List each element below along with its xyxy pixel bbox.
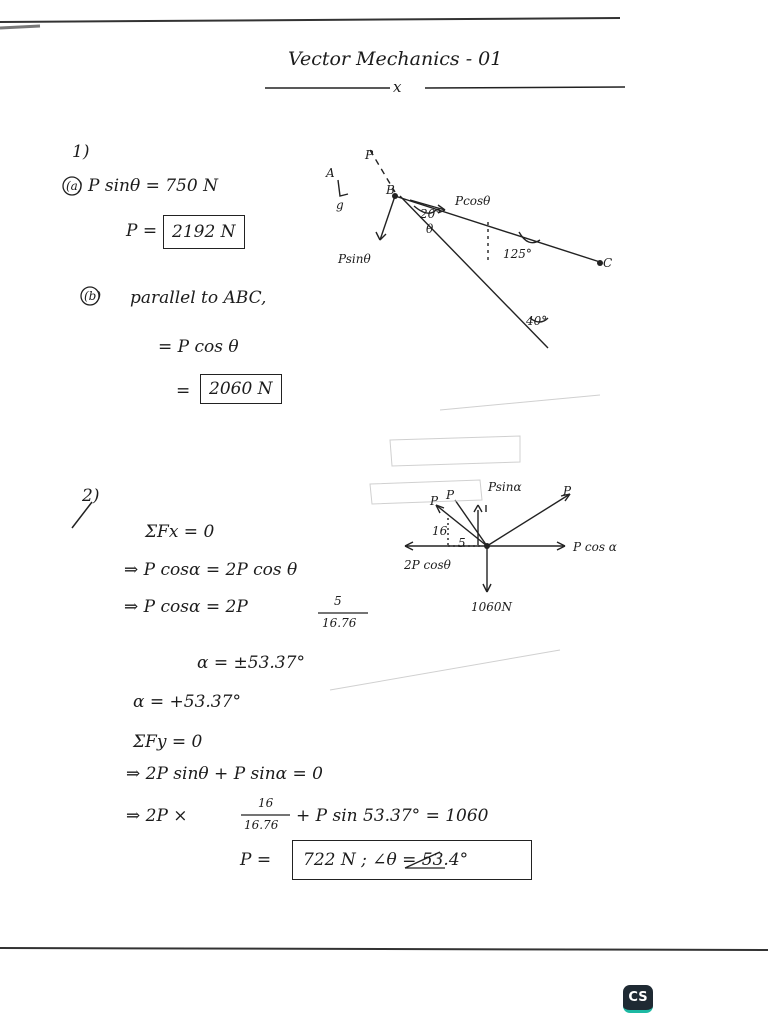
p1b-equation-1: = P cos θ [158,337,239,357]
fbd-label-16: 16 [432,524,448,538]
p2-final-lhs: P = [240,850,272,870]
diagram-angle-20: 20° [420,207,442,221]
p2-line-1: ΣFx = 0 [145,522,215,542]
diagram-label-psin: Psinθ [338,252,371,266]
p2-line-8-right: + P sin 53.37° = 1060 [296,806,489,826]
p2-line-8-numerator: 16 [258,796,274,810]
diagram-label-A: A [326,166,335,180]
diagram-label-B: B [386,183,395,197]
p2-line-6: ΣFy = 0 [133,732,203,752]
p2-line-3-denominator: 16.76 [322,616,357,630]
p1a-answer-box: 2192 N [163,215,245,249]
diagram-label-g: g [336,198,344,212]
fbd-label-psina: Psinα [488,480,522,494]
problem-1-number: 1) [72,142,90,162]
p2-line-5: α = +53.37° [133,692,241,712]
p2-final-answer-box: 722 N ; ∠θ = 53.4° [292,840,532,880]
p2-line-7: ⇒ 2P sinθ + P sinα = 0 [126,764,324,784]
p2-line-2: ⇒ P cosα = 2P cos θ [124,560,298,580]
diagram-label-P: P [365,148,374,162]
part-b-label: (b) [84,289,102,303]
diagram-angle-40: 40° [526,314,548,328]
p1b-equation-2-lhs: = [176,381,191,401]
p2-line-8-left: ⇒ 2P × [126,806,188,826]
title-mark: x [393,78,402,96]
diagram-label-theta: θ [426,222,434,236]
diagram-angle-125: 125° [503,247,532,261]
part-a-label: (a) [66,179,83,193]
p1a-equation-1: P sinθ = 750 N [88,176,218,196]
fbd-label-P-left: P [430,494,439,508]
p2-line-8-denominator: 16.76 [244,818,279,832]
p2-line-3-numerator: 5 [334,594,342,608]
fbd-label-5: 5 [458,536,466,550]
fbd-label-2pcos: 2P cosθ [404,558,451,572]
p1b-answer-box: 2060 N [200,374,282,404]
diagram-label-C: C [603,256,613,270]
p2-line-3: ⇒ P cosα = 2P [124,597,248,617]
fbd-label-weight: 1060N [471,600,513,614]
camscanner-badge: CS [623,985,653,1013]
page-title: Vector Mechanics - 01 [288,48,503,70]
fbd-label-P-right: P [563,484,572,498]
p1b-text: parallel to ABC, [130,288,267,308]
p2-line-4: α = ±53.37° [197,653,305,673]
problem-2-number: 2) [82,486,100,506]
fbd-label-2P: P [446,488,455,502]
diagram-label-pcos: Pcosθ [455,194,491,208]
fbd-label-pcosa: P cos α [573,540,617,554]
p1a-equation-2-lhs: P = [126,221,158,241]
